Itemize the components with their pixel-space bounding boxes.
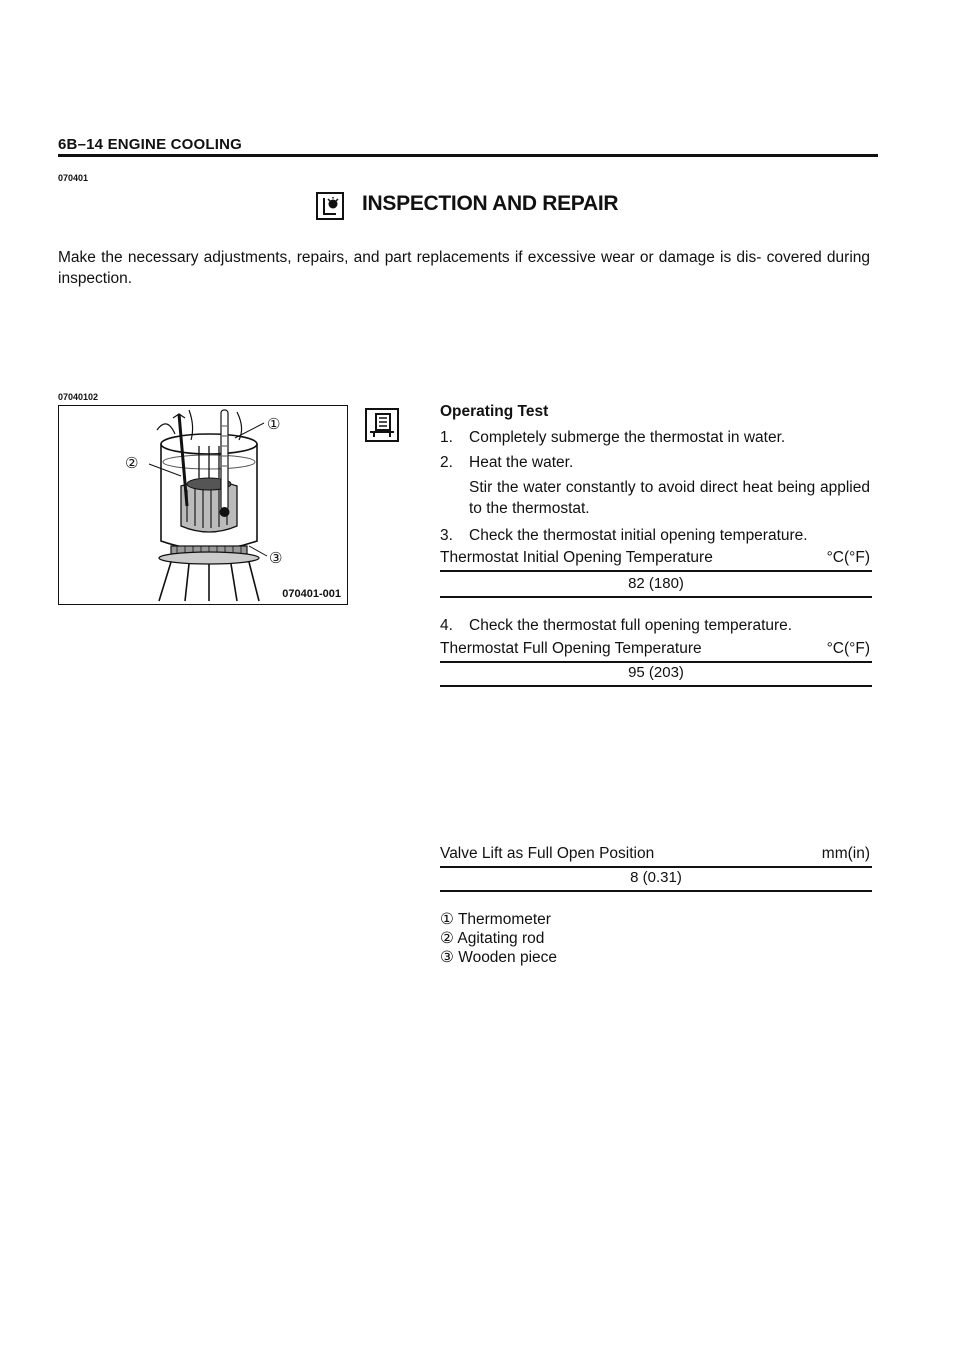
step-text: Check the thermostat full opening temperature.: [469, 617, 793, 634]
legend-item-agitating-rod: [440, 929, 544, 949]
step-2-note: Stir the water constantly to avoid direct heat being applied to the thermostat.: [469, 479, 870, 517]
test-procedure-icon: [365, 408, 399, 442]
spec-rule: [440, 570, 872, 572]
step-3: [440, 526, 870, 546]
spec-full-opening-value: 95 (203): [628, 664, 684, 681]
spec-rule: [440, 866, 872, 868]
spec-label: Valve Lift as Full Open Position: [440, 845, 655, 862]
spec-unit: °C(°F): [826, 640, 870, 657]
spec-initial-opening-value: 82 (180): [628, 575, 684, 592]
step-text: Completely submerge the thermostat in water.: [469, 429, 786, 446]
spec-valve-lift-value: 8 (0.31): [630, 869, 682, 886]
legend-item-thermometer: [440, 910, 551, 930]
spec-unit: °C(°F): [826, 549, 870, 566]
legend-mark: ①: [440, 911, 454, 928]
spec-unit: mm(in): [821, 845, 870, 862]
figure-thermostat-test: [58, 405, 348, 605]
legend-text: Agitating rod: [457, 930, 545, 947]
legend-text: Thermometer: [457, 911, 551, 928]
legend-item-wooden-piece: [440, 948, 557, 968]
legend-mark: ②: [440, 930, 454, 947]
step-1: [440, 428, 870, 448]
inspection-icon: [316, 192, 344, 220]
spec-initial-opening-header: [440, 549, 870, 569]
step-4: [440, 616, 870, 636]
spec-full-opening-header: [440, 640, 870, 660]
step-text: Heat the water.: [469, 454, 574, 471]
spec-valve-lift-header: [440, 845, 870, 865]
step-number: 4.: [440, 617, 453, 634]
spec-rule: [440, 890, 872, 892]
figure-caption: 070401-001: [282, 588, 341, 600]
intro-paragraph: Make the necessary adjustments, repairs, and part replacements if excessive wear or damage is dis- covered during inspection.: [58, 249, 870, 287]
operating-test-title: Operating Test: [440, 403, 549, 420]
callout-1: ①: [267, 416, 281, 433]
spec-rule: [440, 596, 872, 598]
step-2: [440, 453, 870, 473]
step-number: 2.: [440, 454, 453, 471]
legend-mark: ③: [440, 949, 454, 966]
callout-3: ③: [269, 550, 283, 567]
page-header-title: 6B–14 ENGINE COOLING: [58, 136, 243, 153]
spec-rule: [440, 661, 872, 663]
step-number: 1.: [440, 429, 453, 446]
header-rule: [58, 154, 878, 157]
legend-text: Wooden piece: [458, 949, 558, 966]
spec-rule: [440, 685, 872, 687]
callout-2: ②: [125, 455, 139, 472]
step-text: Check the thermostat initial opening temperature.: [469, 527, 808, 544]
thermostat-test-illustration: [59, 406, 346, 603]
step-number: 3.: [440, 527, 453, 544]
section-title: INSPECTION AND REPAIR: [362, 192, 619, 215]
section-code: 070401: [58, 173, 89, 183]
spec-label: Thermostat Full Opening Temperature: [440, 640, 702, 657]
figure-code: 07040102: [58, 392, 99, 402]
spec-label: Thermostat Initial Opening Temperature: [440, 549, 713, 566]
